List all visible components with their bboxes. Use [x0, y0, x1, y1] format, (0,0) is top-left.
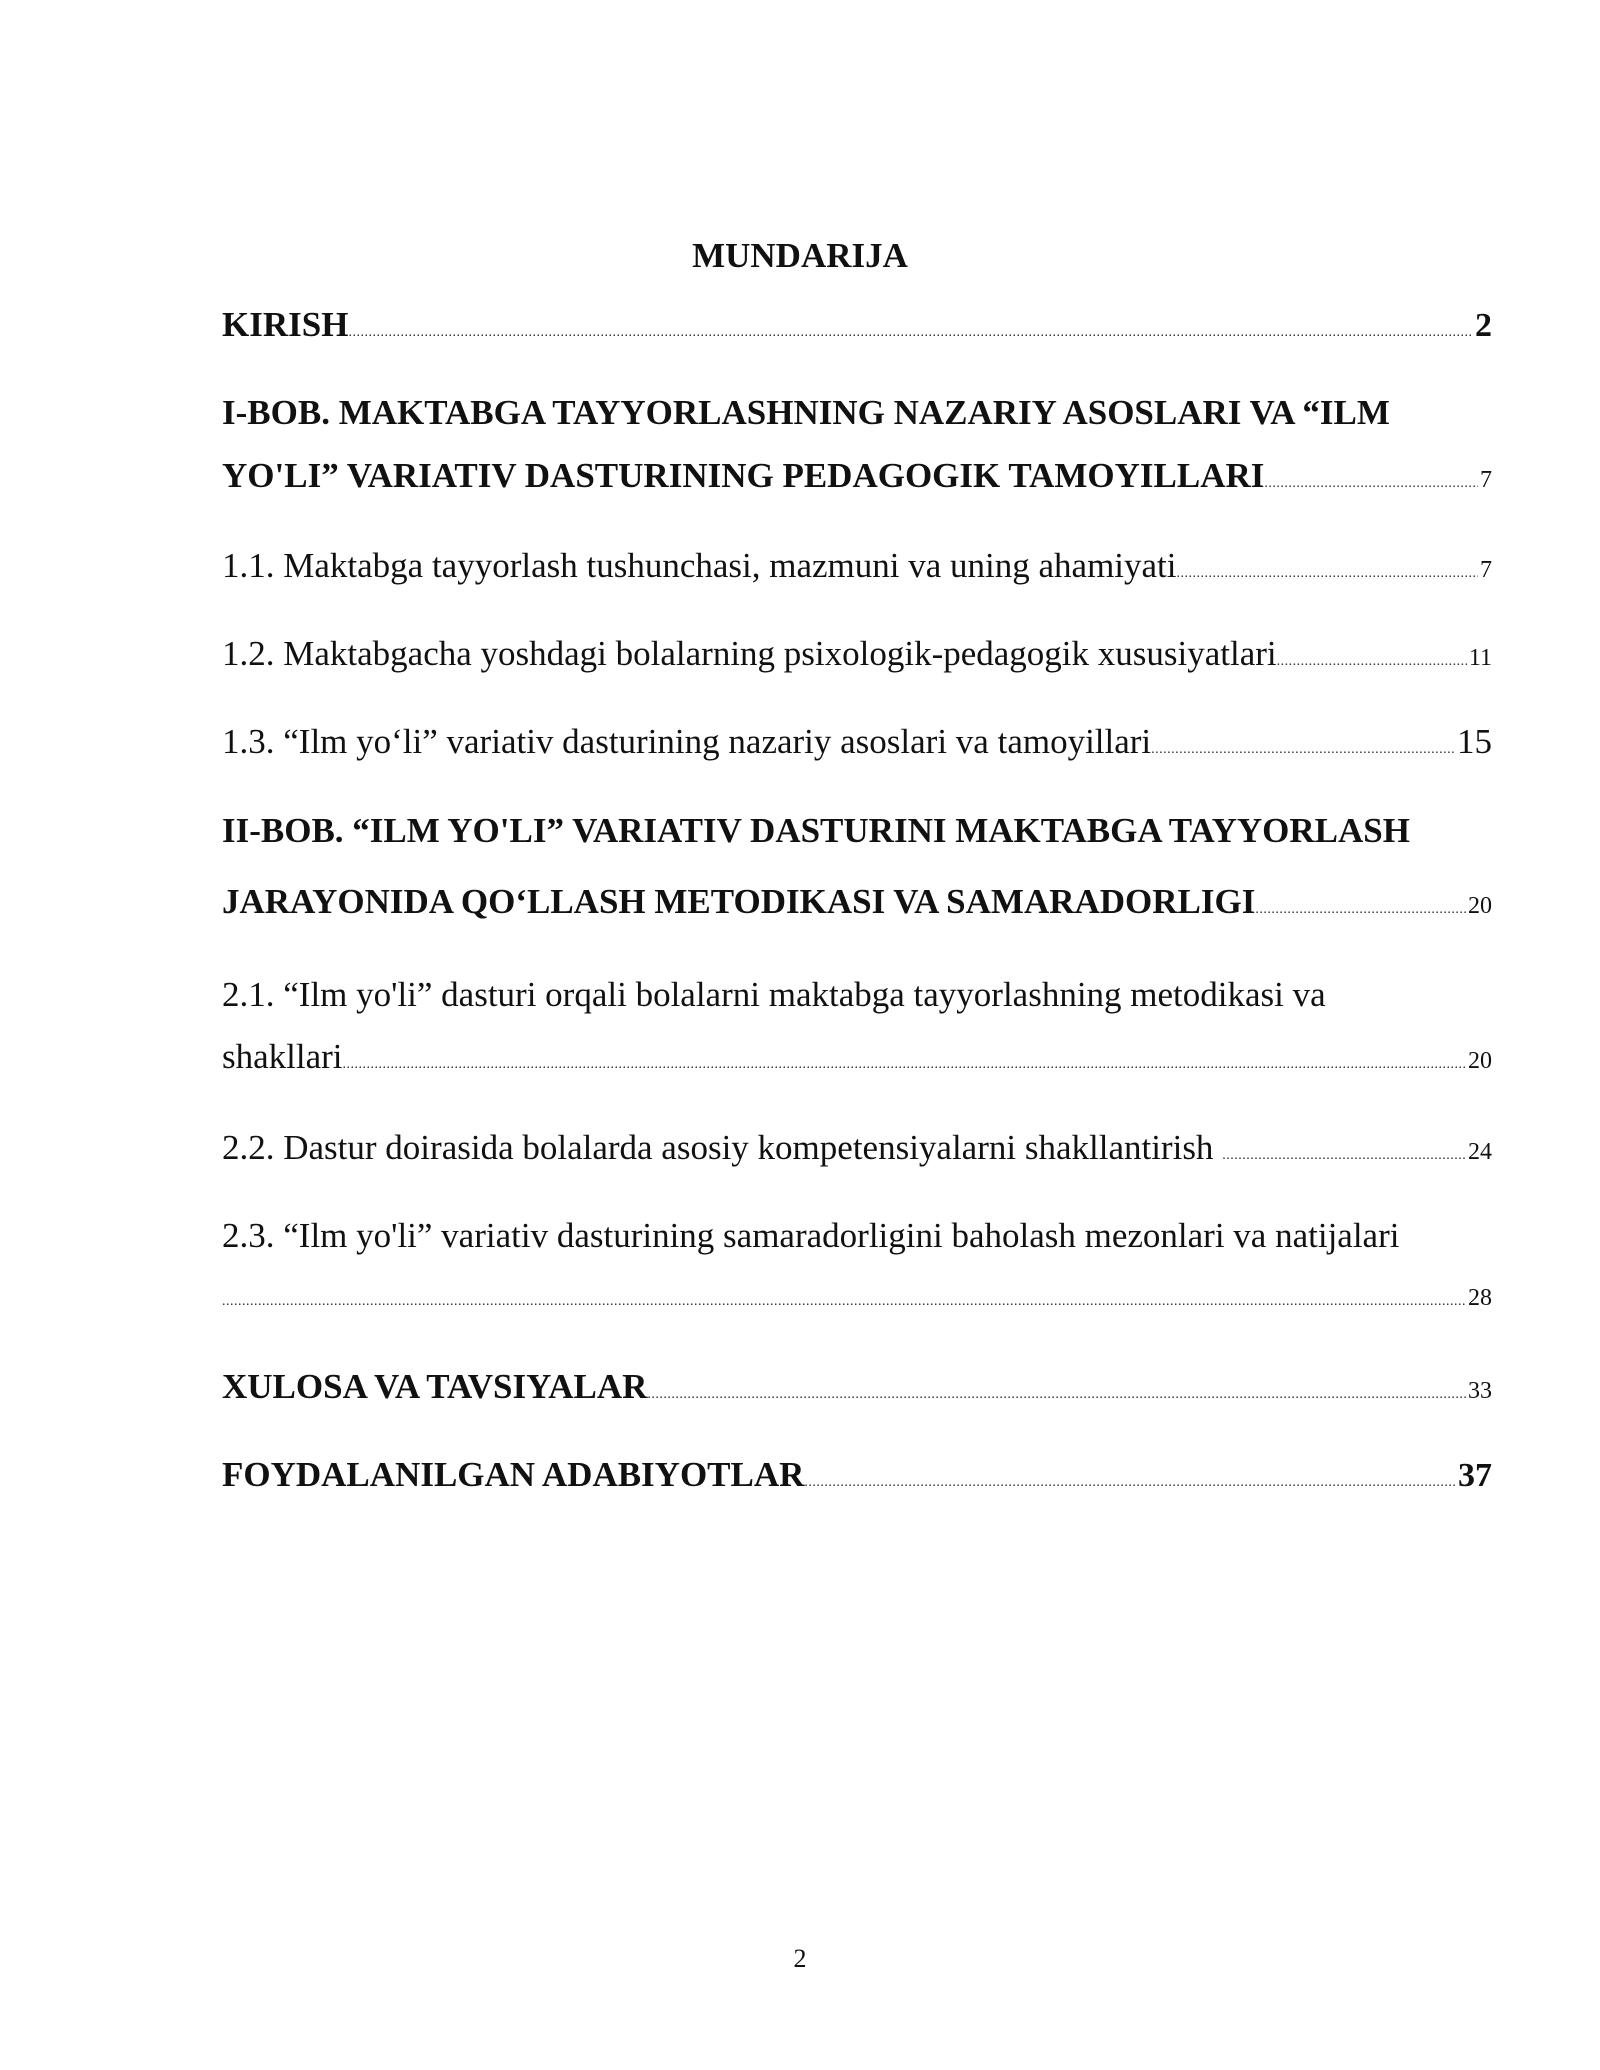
dot-leader [343, 1043, 1466, 1087]
toc-entry-2-2[interactable] [222, 1126, 1492, 1178]
toc-entry-label: 1.2. Maktabgacha yoshdagi bolalarning psixologik-pedagogik xususiyatlari [222, 634, 1277, 673]
toc-entry-label-line1: II-BOB. “ILM YO'LI” VARIATIV DASTURINI MAKTABGA TAYYORLASH [222, 811, 1410, 850]
toc-entry-label-line2: JARAYONIDA QO‘LLASH METODIKASI VA SAMARADORLIGI [222, 882, 1256, 921]
toc-entry-1-2[interactable] [222, 632, 1492, 684]
toc-entry-chapter-2[interactable] [222, 809, 1492, 932]
dot-leader [348, 311, 1473, 355]
toc-entry-chapter-1[interactable] [222, 391, 1492, 506]
dot-leader [1151, 728, 1455, 772]
toc-entry-kirish[interactable] [222, 303, 1492, 355]
toc-page-number: 24 [1468, 1139, 1492, 1165]
toc-entry-label: XULOSA VA TAVSIYALAR [222, 1367, 648, 1406]
toc-page-number: 7 [1480, 467, 1492, 493]
toc-page-number: 2 [1475, 307, 1492, 344]
toc-entry-2-1[interactable] [222, 973, 1492, 1087]
page-number-footer: 2 [793, 1944, 807, 1973]
toc-page-number: 37 [1458, 1457, 1492, 1494]
toc-entry-label-line1: I-BOB. MAKTABGA TAYYORLASHNING NAZARIY ASOSLARI VA “ILM [222, 393, 1390, 432]
toc-entry-label-line1: 2.1. “Ilm yo'li” dasturi orqali bolalarni maktabga tayyorlashning metodikasi va [222, 975, 1326, 1014]
dot-leader [804, 1461, 1456, 1505]
toc-page-number: 20 [1468, 893, 1492, 919]
toc-entry-label-line1: 2.3. “Ilm yo'li” variativ dasturining samaradorligini baholash mezonlari va natijalari [222, 1216, 1400, 1255]
toc-page-number: 7 [1480, 557, 1492, 583]
dot-leader [647, 1373, 1466, 1417]
toc-entry-label: FOYDALANILGAN ADABIYOTLAR [222, 1455, 805, 1494]
dot-leader [1277, 640, 1467, 684]
toc-page-number: 20 [1468, 1048, 1492, 1074]
dot-leader [1222, 1134, 1466, 1178]
toc-entry-1-3[interactable] [222, 720, 1492, 772]
toc-entry-label-line2: YO'LI” VARIATIV DASTURINING PEDAGOGIK TAMOYILLARI [222, 456, 1265, 495]
toc-entry-1-1[interactable] [222, 544, 1492, 596]
page-title: MUNDARIJA [692, 236, 908, 275]
dot-leader [1177, 552, 1478, 596]
toc-page-number: 28 [1468, 1285, 1492, 1311]
dot-leader [1255, 888, 1466, 932]
toc-entry-label: 1.3. “Ilm yo‘li” variativ dasturining nazariy asoslari va tamoyillari [222, 722, 1152, 761]
toc-entry-references[interactable] [222, 1453, 1492, 1505]
dot-leader [222, 1280, 1466, 1324]
toc-page-number: 33 [1468, 1378, 1492, 1404]
toc-page-number: 11 [1468, 645, 1492, 671]
toc-entry-label: 2.2. Dastur doirasida bolalarda asosiy kompetensiyalarni shakllantirish [222, 1128, 1223, 1167]
toc-page-number: 15 [1457, 722, 1492, 761]
toc-entry-label: 1.1. Maktabga tayyorlash tushunchasi, mazmuni va uning ahamiyati [222, 546, 1177, 585]
toc-entry-label-line2: shakllari [222, 1037, 343, 1076]
toc-entry-conclusion[interactable] [222, 1365, 1492, 1417]
dot-leader [1264, 462, 1478, 506]
toc-entry-2-3[interactable] [222, 1214, 1492, 1324]
toc-entry-label: KIRISH [222, 305, 349, 344]
